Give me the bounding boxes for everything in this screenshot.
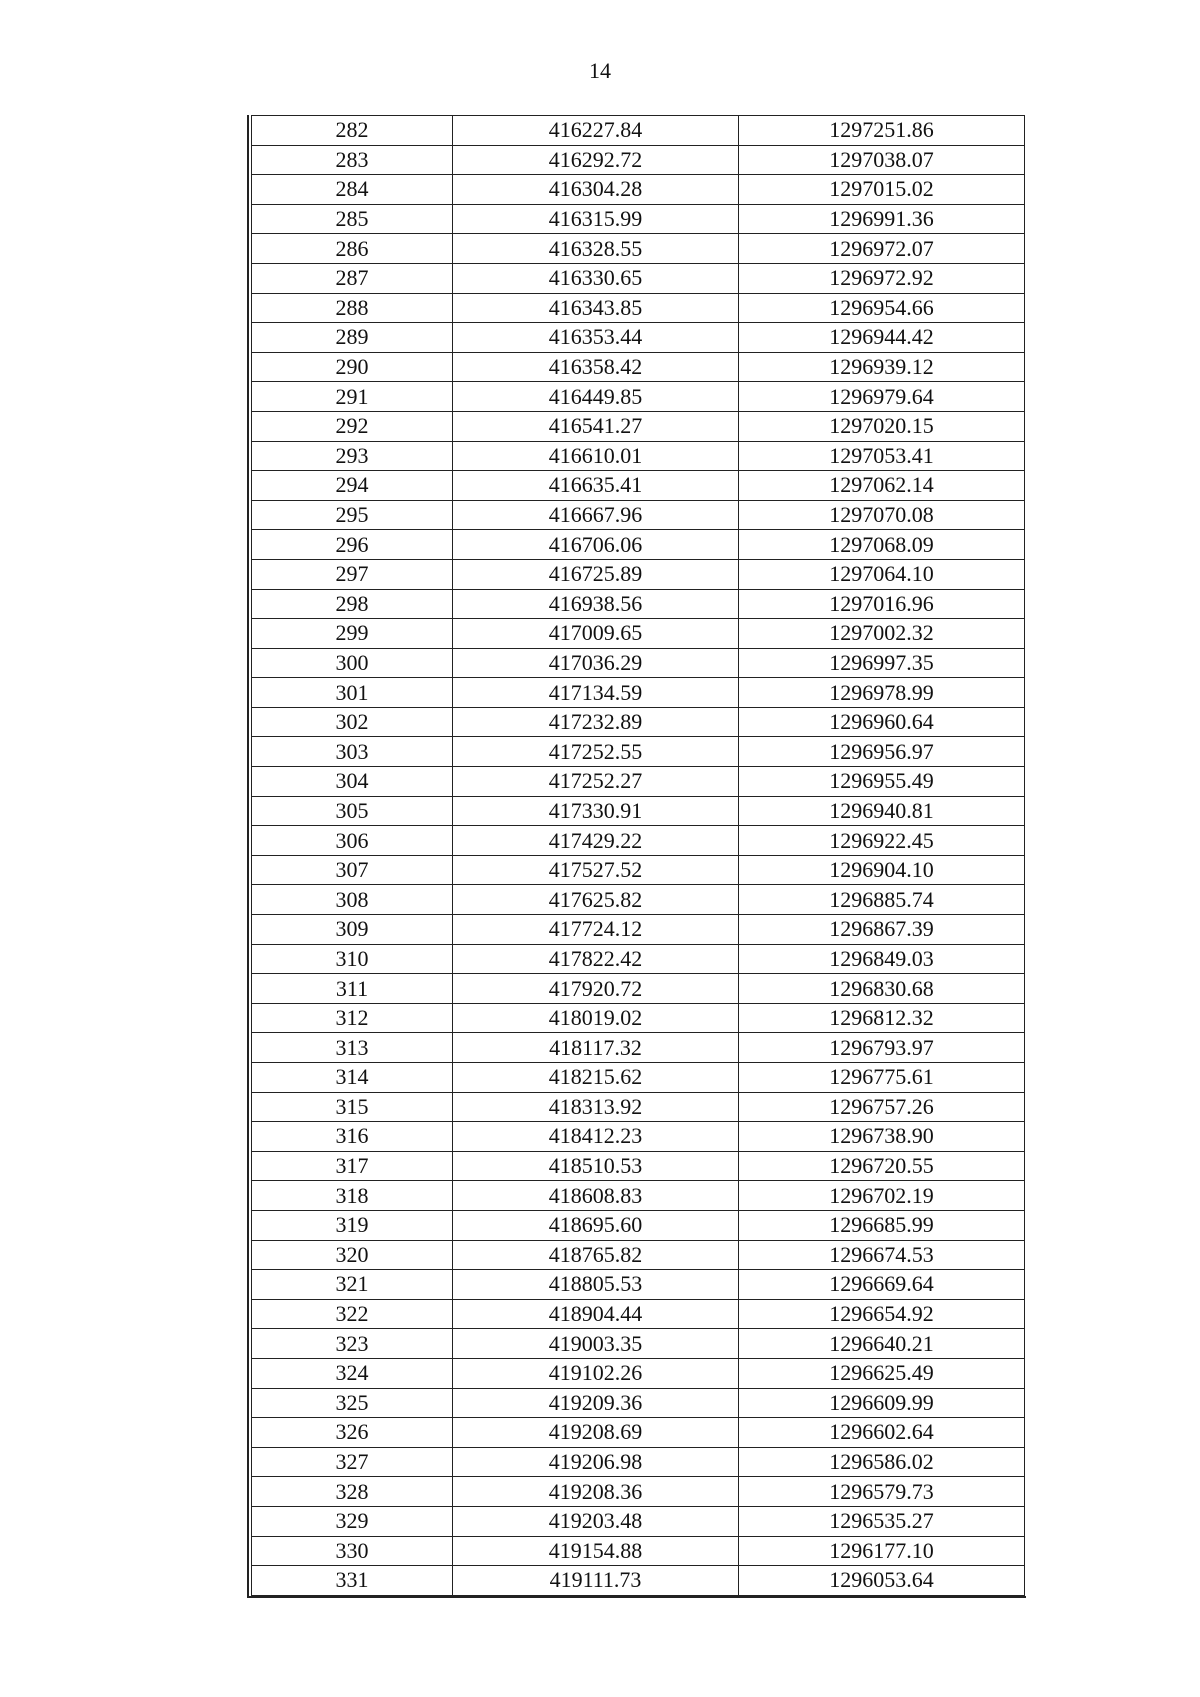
y-coordinate-cell: 1297053.41 [739,441,1025,471]
point-number-cell: 289 [252,323,453,353]
table-row [252,500,1025,530]
table-row [252,1270,1025,1300]
x-coordinate-cell: 418904.44 [453,1299,739,1329]
y-coordinate-cell: 1296955.49 [739,767,1025,797]
x-coordinate-cell: 418695.60 [453,1210,739,1240]
point-number-cell: 310 [252,944,453,974]
y-coordinate-cell: 1297002.32 [739,619,1025,649]
y-coordinate-cell: 1296669.64 [739,1270,1025,1300]
x-coordinate-cell: 416667.96 [453,500,739,530]
table-row [252,767,1025,797]
y-coordinate-cell: 1297016.96 [739,589,1025,619]
point-number-cell: 323 [252,1329,453,1359]
point-number-cell: 302 [252,707,453,737]
table-row [252,1181,1025,1211]
coordinates-table-body [252,116,1025,1596]
table-row [252,323,1025,353]
table-row [252,589,1025,619]
table-row [252,855,1025,885]
x-coordinate-cell: 417625.82 [453,885,739,915]
x-coordinate-cell: 416706.06 [453,530,739,560]
point-number-cell: 295 [252,500,453,530]
y-coordinate-cell: 1296625.49 [739,1358,1025,1388]
x-coordinate-cell: 418805.53 [453,1270,739,1300]
x-coordinate-cell: 416304.28 [453,175,739,205]
y-coordinate-cell: 1296738.90 [739,1122,1025,1152]
table-row [252,885,1025,915]
y-coordinate-cell: 1297070.08 [739,500,1025,530]
x-coordinate-cell: 418117.32 [453,1033,739,1063]
table-row [252,1477,1025,1507]
point-number-cell: 318 [252,1181,453,1211]
table-row [252,1210,1025,1240]
table-row [252,145,1025,175]
table-row [252,1388,1025,1418]
point-number-cell: 311 [252,974,453,1004]
point-number-cell: 331 [252,1566,453,1596]
point-number-cell: 316 [252,1122,453,1152]
point-number-cell: 288 [252,293,453,323]
y-coordinate-cell: 1296954.66 [739,293,1025,323]
point-number-cell: 283 [252,145,453,175]
y-coordinate-cell: 1296960.64 [739,707,1025,737]
x-coordinate-cell: 416541.27 [453,411,739,441]
point-number-cell: 297 [252,559,453,589]
x-coordinate-cell: 417252.27 [453,767,739,797]
y-coordinate-cell: 1296702.19 [739,1181,1025,1211]
y-coordinate-cell: 1296177.10 [739,1536,1025,1566]
point-number-cell: 317 [252,1151,453,1181]
y-coordinate-cell: 1296720.55 [739,1151,1025,1181]
point-number-cell: 320 [252,1240,453,1270]
x-coordinate-cell: 419154.88 [453,1536,739,1566]
y-coordinate-cell: 1296991.36 [739,204,1025,234]
table-row [252,796,1025,826]
x-coordinate-cell: 419209.36 [453,1388,739,1418]
y-coordinate-cell: 1297064.10 [739,559,1025,589]
point-number-cell: 290 [252,352,453,382]
point-number-cell: 287 [252,263,453,293]
table-row [252,1092,1025,1122]
point-number-cell: 324 [252,1358,453,1388]
table-row [252,974,1025,1004]
point-number-cell: 309 [252,915,453,945]
x-coordinate-cell: 417036.29 [453,648,739,678]
y-coordinate-cell: 1296053.64 [739,1566,1025,1596]
point-number-cell: 301 [252,678,453,708]
table-row [252,1358,1025,1388]
point-number-cell: 300 [252,648,453,678]
point-number-cell: 327 [252,1447,453,1477]
y-coordinate-cell: 1296586.02 [739,1447,1025,1477]
y-coordinate-cell: 1296979.64 [739,382,1025,412]
table-row [252,1418,1025,1448]
x-coordinate-cell: 416315.99 [453,204,739,234]
y-coordinate-cell: 1296904.10 [739,855,1025,885]
y-coordinate-cell: 1296944.42 [739,323,1025,353]
x-coordinate-cell: 416292.72 [453,145,739,175]
point-number-cell: 305 [252,796,453,826]
point-number-cell: 322 [252,1299,453,1329]
x-coordinate-cell: 416938.56 [453,589,739,619]
point-number-cell: 330 [252,1536,453,1566]
point-number-cell: 285 [252,204,453,234]
table-row [252,1063,1025,1093]
x-coordinate-cell: 418412.23 [453,1122,739,1152]
y-coordinate-cell: 1296535.27 [739,1506,1025,1536]
table-row [252,234,1025,264]
table-row [252,944,1025,974]
y-coordinate-cell: 1297062.14 [739,471,1025,501]
table-row [252,1151,1025,1181]
point-number-cell: 284 [252,175,453,205]
x-coordinate-cell: 419208.36 [453,1477,739,1507]
point-number-cell: 299 [252,619,453,649]
y-coordinate-cell: 1296885.74 [739,885,1025,915]
coordinates-table-frame [247,115,1026,1598]
x-coordinate-cell: 416610.01 [453,441,739,471]
x-coordinate-cell: 419206.98 [453,1447,739,1477]
page-number: 14 [589,58,611,83]
point-number-cell: 314 [252,1063,453,1093]
table-row [252,1003,1025,1033]
x-coordinate-cell: 418313.92 [453,1092,739,1122]
table-row [252,1329,1025,1359]
y-coordinate-cell: 1296922.45 [739,826,1025,856]
x-coordinate-cell: 416330.65 [453,263,739,293]
table-row [252,441,1025,471]
y-coordinate-cell: 1296972.07 [739,234,1025,264]
table-row [252,1447,1025,1477]
point-number-cell: 325 [252,1388,453,1418]
y-coordinate-cell: 1296849.03 [739,944,1025,974]
x-coordinate-cell: 417232.89 [453,707,739,737]
y-coordinate-cell: 1296939.12 [739,352,1025,382]
y-coordinate-cell: 1297251.86 [739,116,1025,146]
table-row [252,1299,1025,1329]
x-coordinate-cell: 417822.42 [453,944,739,974]
y-coordinate-cell: 1296685.99 [739,1210,1025,1240]
x-coordinate-cell: 418215.62 [453,1063,739,1093]
point-number-cell: 312 [252,1003,453,1033]
table-row [252,175,1025,205]
table-row [252,293,1025,323]
table-row [252,530,1025,560]
x-coordinate-cell: 416328.55 [453,234,739,264]
point-number-cell: 326 [252,1418,453,1448]
table-row [252,1033,1025,1063]
table-row [252,826,1025,856]
x-coordinate-cell: 416449.85 [453,382,739,412]
point-number-cell: 306 [252,826,453,856]
y-coordinate-cell: 1296830.68 [739,974,1025,1004]
point-number-cell: 294 [252,471,453,501]
point-number-cell: 304 [252,767,453,797]
y-coordinate-cell: 1296640.21 [739,1329,1025,1359]
y-coordinate-cell: 1296997.35 [739,648,1025,678]
x-coordinate-cell: 417724.12 [453,915,739,945]
y-coordinate-cell: 1297015.02 [739,175,1025,205]
table-row [252,1536,1025,1566]
y-coordinate-cell: 1296978.99 [739,678,1025,708]
table-row [252,471,1025,501]
point-number-cell: 319 [252,1210,453,1240]
table-row [252,1240,1025,1270]
table-row [252,619,1025,649]
table-row [252,707,1025,737]
x-coordinate-cell: 417920.72 [453,974,739,1004]
point-number-cell: 282 [252,116,453,146]
y-coordinate-cell: 1296757.26 [739,1092,1025,1122]
y-coordinate-cell: 1296654.92 [739,1299,1025,1329]
y-coordinate-cell: 1296602.64 [739,1418,1025,1448]
table-row [252,263,1025,293]
y-coordinate-cell: 1297038.07 [739,145,1025,175]
x-coordinate-cell: 419111.73 [453,1566,739,1596]
point-number-cell: 291 [252,382,453,412]
table-row [252,116,1025,146]
point-number-cell: 292 [252,411,453,441]
x-coordinate-cell: 416353.44 [453,323,739,353]
x-coordinate-cell: 419203.48 [453,1506,739,1536]
x-coordinate-cell: 417527.52 [453,855,739,885]
x-coordinate-cell: 417134.59 [453,678,739,708]
x-coordinate-cell: 418510.53 [453,1151,739,1181]
y-coordinate-cell: 1296674.53 [739,1240,1025,1270]
table-row [252,678,1025,708]
x-coordinate-cell: 418019.02 [453,1003,739,1033]
y-coordinate-cell: 1296609.99 [739,1388,1025,1418]
table-row [252,1506,1025,1536]
x-coordinate-cell: 418765.82 [453,1240,739,1270]
x-coordinate-cell: 416227.84 [453,116,739,146]
point-number-cell: 329 [252,1506,453,1536]
x-coordinate-cell: 418608.83 [453,1181,739,1211]
x-coordinate-cell: 417252.55 [453,737,739,767]
point-number-cell: 286 [252,234,453,264]
table-row [252,352,1025,382]
table-row [252,559,1025,589]
y-coordinate-cell: 1296793.97 [739,1033,1025,1063]
point-number-cell: 296 [252,530,453,560]
point-number-cell: 313 [252,1033,453,1063]
point-number-cell: 303 [252,737,453,767]
table-row [252,1566,1025,1596]
y-coordinate-cell: 1296812.32 [739,1003,1025,1033]
table-row [252,204,1025,234]
y-coordinate-cell: 1296972.92 [739,263,1025,293]
y-coordinate-cell: 1297020.15 [739,411,1025,441]
point-number-cell: 321 [252,1270,453,1300]
x-coordinate-cell: 417429.22 [453,826,739,856]
x-coordinate-cell: 416343.85 [453,293,739,323]
x-coordinate-cell: 416358.42 [453,352,739,382]
coordinates-table [251,115,1025,1596]
table-row [252,1122,1025,1152]
x-coordinate-cell: 419102.26 [453,1358,739,1388]
table-row [252,915,1025,945]
y-coordinate-cell: 1297068.09 [739,530,1025,560]
point-number-cell: 328 [252,1477,453,1507]
point-number-cell: 308 [252,885,453,915]
y-coordinate-cell: 1296867.39 [739,915,1025,945]
x-coordinate-cell: 416635.41 [453,471,739,501]
x-coordinate-cell: 419003.35 [453,1329,739,1359]
x-coordinate-cell: 417009.65 [453,619,739,649]
y-coordinate-cell: 1296956.97 [739,737,1025,767]
x-coordinate-cell: 416725.89 [453,559,739,589]
table-row [252,648,1025,678]
point-number-cell: 298 [252,589,453,619]
x-coordinate-cell: 419208.69 [453,1418,739,1448]
point-number-cell: 315 [252,1092,453,1122]
y-coordinate-cell: 1296579.73 [739,1477,1025,1507]
x-coordinate-cell: 417330.91 [453,796,739,826]
table-row [252,411,1025,441]
point-number-cell: 307 [252,855,453,885]
y-coordinate-cell: 1296940.81 [739,796,1025,826]
table-row [252,737,1025,767]
point-number-cell: 293 [252,441,453,471]
table-row [252,382,1025,412]
y-coordinate-cell: 1296775.61 [739,1063,1025,1093]
